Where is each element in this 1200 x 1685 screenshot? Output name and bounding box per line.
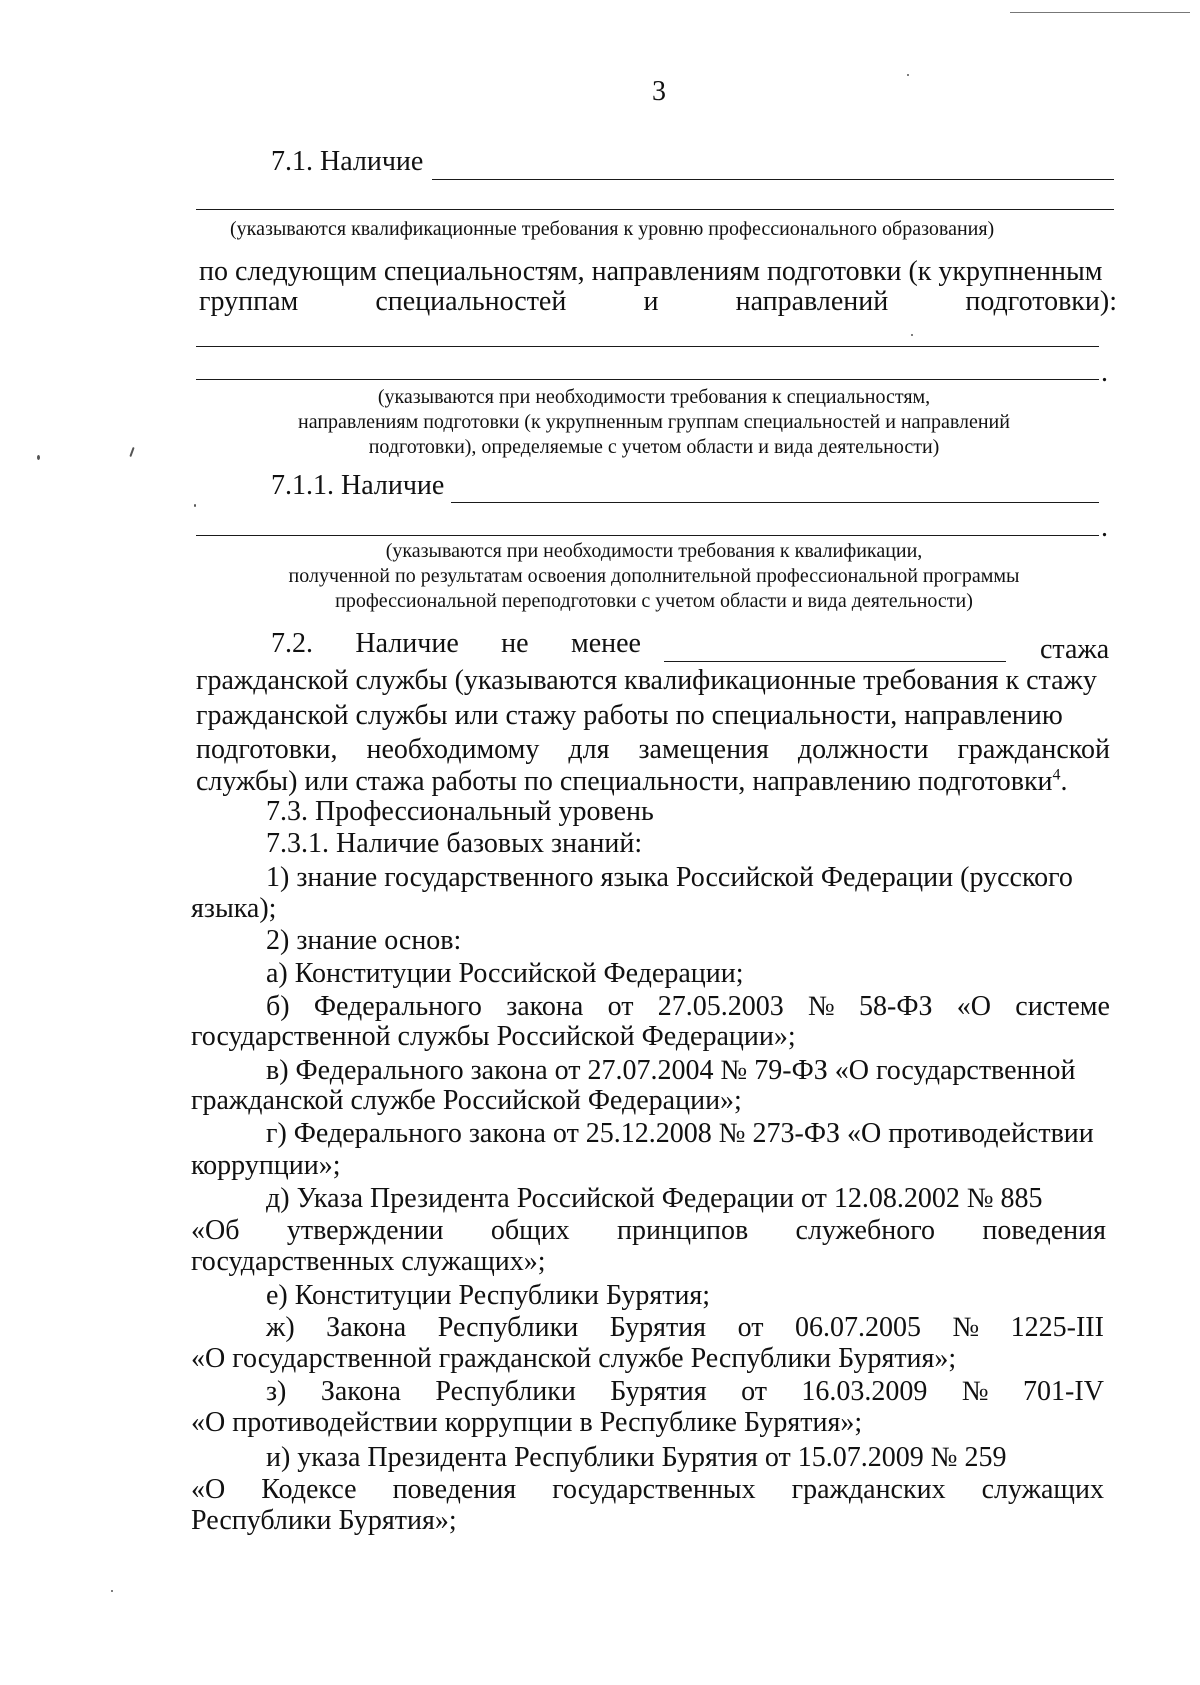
item-v-line-1: в) Федерального закона от 27.07.2004 № 79-ФЗ «О государственной xyxy=(266,1055,1076,1086)
word: для xyxy=(568,734,610,765)
scan-speck xyxy=(194,504,196,507)
item-d-line-2 xyxy=(191,1215,1106,1247)
period-mark: . xyxy=(1101,357,1108,388)
item-z-line-1 xyxy=(266,1376,1104,1408)
item-i-line-3: Республики Бурятия»; xyxy=(191,1505,457,1536)
word: менее xyxy=(571,628,641,659)
scan-speck xyxy=(37,455,40,460)
word: от xyxy=(607,991,634,1022)
word: Закона xyxy=(320,1376,401,1407)
period-mark: . xyxy=(1101,512,1108,543)
item-g-line-2: коррупции»; xyxy=(191,1150,341,1181)
word: ж) xyxy=(266,1312,295,1343)
word: направлений xyxy=(735,286,889,317)
word: «Об xyxy=(191,1215,240,1246)
section-7-1-label: 7.1. Наличие xyxy=(271,146,424,177)
item-z-line-2: «О противодействии коррупции в Республике Бурятия»; xyxy=(191,1407,863,1438)
caption-7-1-1-3: профессиональной переподготовки с учетом области и вида деятельности) xyxy=(335,590,973,612)
word: общих xyxy=(490,1215,570,1246)
blank-line-7-1-a xyxy=(432,179,1114,180)
caption-7-1-specialties-2: направлениям подготовки (к укрупненным группам специальностей и направлений xyxy=(298,411,1010,433)
item-e: е) Конституции Республики Бурятия; xyxy=(266,1280,711,1311)
specialties-line-1: по следующим специальностям, направлениям подготовки (к укрупненным xyxy=(199,256,1103,287)
word: гражданских xyxy=(791,1474,946,1505)
specialties-line-2 xyxy=(199,286,1117,318)
item-g-line-1: г) Федерального закона от 25.12.2008 № 273-ФЗ «О противодействии xyxy=(266,1118,1094,1149)
word: № xyxy=(808,991,835,1022)
caption-7-1-1-2: полученной по результатам освоения дополнительной профессиональной программы xyxy=(288,565,1020,587)
scan-speck xyxy=(129,447,134,457)
section-7-1-1-label: 7.1.1. Наличие xyxy=(271,470,445,501)
word: Федерального xyxy=(313,991,482,1022)
word: «О xyxy=(956,991,991,1022)
word: необходимому xyxy=(366,734,540,765)
item-d-line-1: д) Указа Президента Российской Федерации от 12.08.2002 № 885 xyxy=(266,1183,1043,1214)
word: з) xyxy=(266,1376,287,1407)
word: Наличие xyxy=(355,628,459,659)
word: поведения xyxy=(392,1474,517,1505)
word: 27.05.2003 xyxy=(657,991,784,1022)
word: от xyxy=(741,1376,767,1407)
blank-line-7-2 xyxy=(664,661,1006,662)
item-2: 2) знание основ: xyxy=(266,925,462,956)
item-b-line-2: государственной службы Российской Федерации»; xyxy=(191,1021,796,1052)
item-1-line-1: 1) знание государственного языка Российской Федерации (русского xyxy=(266,862,1073,893)
item-zh-line-1 xyxy=(266,1312,1104,1344)
word: «О xyxy=(191,1474,226,1505)
blank-line-7-1-b xyxy=(196,209,1114,210)
word: служащих xyxy=(981,1474,1104,1505)
blank-line-7-1-1-b xyxy=(196,535,1099,536)
item-i-line-2 xyxy=(191,1474,1104,1506)
word: 1225-III xyxy=(1010,1312,1104,1343)
section-7-3-title: 7.3. Профессиональный уровень xyxy=(266,796,654,827)
word: замещения xyxy=(638,734,769,765)
word-stazha: стажа xyxy=(1040,634,1110,665)
word: подготовки, xyxy=(196,734,338,765)
scan-speck xyxy=(111,1590,113,1592)
item-d-line-3: государственных служащих»; xyxy=(191,1246,546,1277)
word: б) xyxy=(266,991,290,1022)
word: должности xyxy=(797,734,929,765)
page-number: 3 xyxy=(652,76,666,107)
word: системе xyxy=(1015,991,1110,1022)
word: Республики xyxy=(437,1312,579,1343)
word: утверждении xyxy=(286,1215,444,1246)
word: Кодексе xyxy=(261,1474,357,1505)
footnote-marker: 4 xyxy=(1052,766,1061,784)
blank-line-7-1-c xyxy=(196,346,1099,347)
scan-speck xyxy=(911,334,913,336)
word: поведения xyxy=(982,1215,1106,1246)
word: не xyxy=(501,628,529,659)
word: специальностей xyxy=(375,286,567,317)
word: 06.07.2005 xyxy=(794,1312,921,1343)
section-7-2-line-2: гражданской службы (указываются квалификационные требования к стажу xyxy=(196,665,1097,696)
blank-line-7-1-d xyxy=(196,379,1099,380)
word: от xyxy=(737,1312,764,1343)
word: Бурятия xyxy=(609,1312,707,1343)
word: подготовки): xyxy=(965,286,1117,317)
word: принципов xyxy=(617,1215,749,1246)
word: № xyxy=(961,1376,989,1407)
item-b-line-1 xyxy=(266,991,1110,1023)
scan-mark-line xyxy=(1010,12,1190,13)
item-a: а) Конституции Российской Федерации; xyxy=(266,958,744,989)
word: 7.2. xyxy=(271,628,313,659)
word: 58-ФЗ xyxy=(859,991,933,1022)
word: закона xyxy=(506,991,584,1022)
word: Закона xyxy=(326,1312,407,1343)
item-zh-line-2: «О государственной гражданской службе Республики Бурятия»; xyxy=(191,1343,957,1374)
caption-7-1-1-1: (указываются при необходимости требования к квалификации, xyxy=(385,540,923,562)
word: гражданской xyxy=(957,734,1110,765)
word: служебного xyxy=(795,1215,935,1246)
word: № xyxy=(952,1312,980,1343)
caption-7-1-specialties-1: (указываются при необходимости требования к специальностям, xyxy=(377,386,931,408)
scan-speck xyxy=(907,74,909,76)
word: Республики xyxy=(435,1376,576,1407)
word: 16.03.2009 xyxy=(801,1376,928,1407)
caption-7-1: (указываются квалификационные требования к уровню профессионального образования) xyxy=(230,218,995,240)
line-end: . xyxy=(1060,766,1068,797)
item-i-line-1: и) указа Президента Республики Бурятия от 15.07.2009 № 259 xyxy=(266,1442,1007,1473)
section-7-2-line-5 xyxy=(196,766,1068,798)
item-1-line-2: языка); xyxy=(191,893,277,924)
word: государственных xyxy=(552,1474,756,1505)
blank-line-7-1-1-a xyxy=(451,502,1099,503)
item-v-line-2: гражданской службе Российской Федерации»; xyxy=(191,1085,742,1116)
word: 701-IV xyxy=(1023,1376,1104,1407)
section-7-2-line-1 xyxy=(271,628,641,660)
line-text: службы) или стажа работы по специальности, направлению подготовки xyxy=(196,766,1053,797)
word: и xyxy=(643,286,659,317)
section-7-2-line-4 xyxy=(196,734,1110,766)
caption-7-1-specialties-3: подготовки), определяемые с учетом области и вида деятельности) xyxy=(368,436,940,458)
section-7-2-line-3: гражданской службы или стажу работы по специальности, направлению xyxy=(196,700,1063,731)
word: Бурятия xyxy=(610,1376,707,1407)
word: группам xyxy=(199,286,299,317)
section-7-3-1-subtitle: 7.3.1. Наличие базовых знаний: xyxy=(266,828,643,859)
